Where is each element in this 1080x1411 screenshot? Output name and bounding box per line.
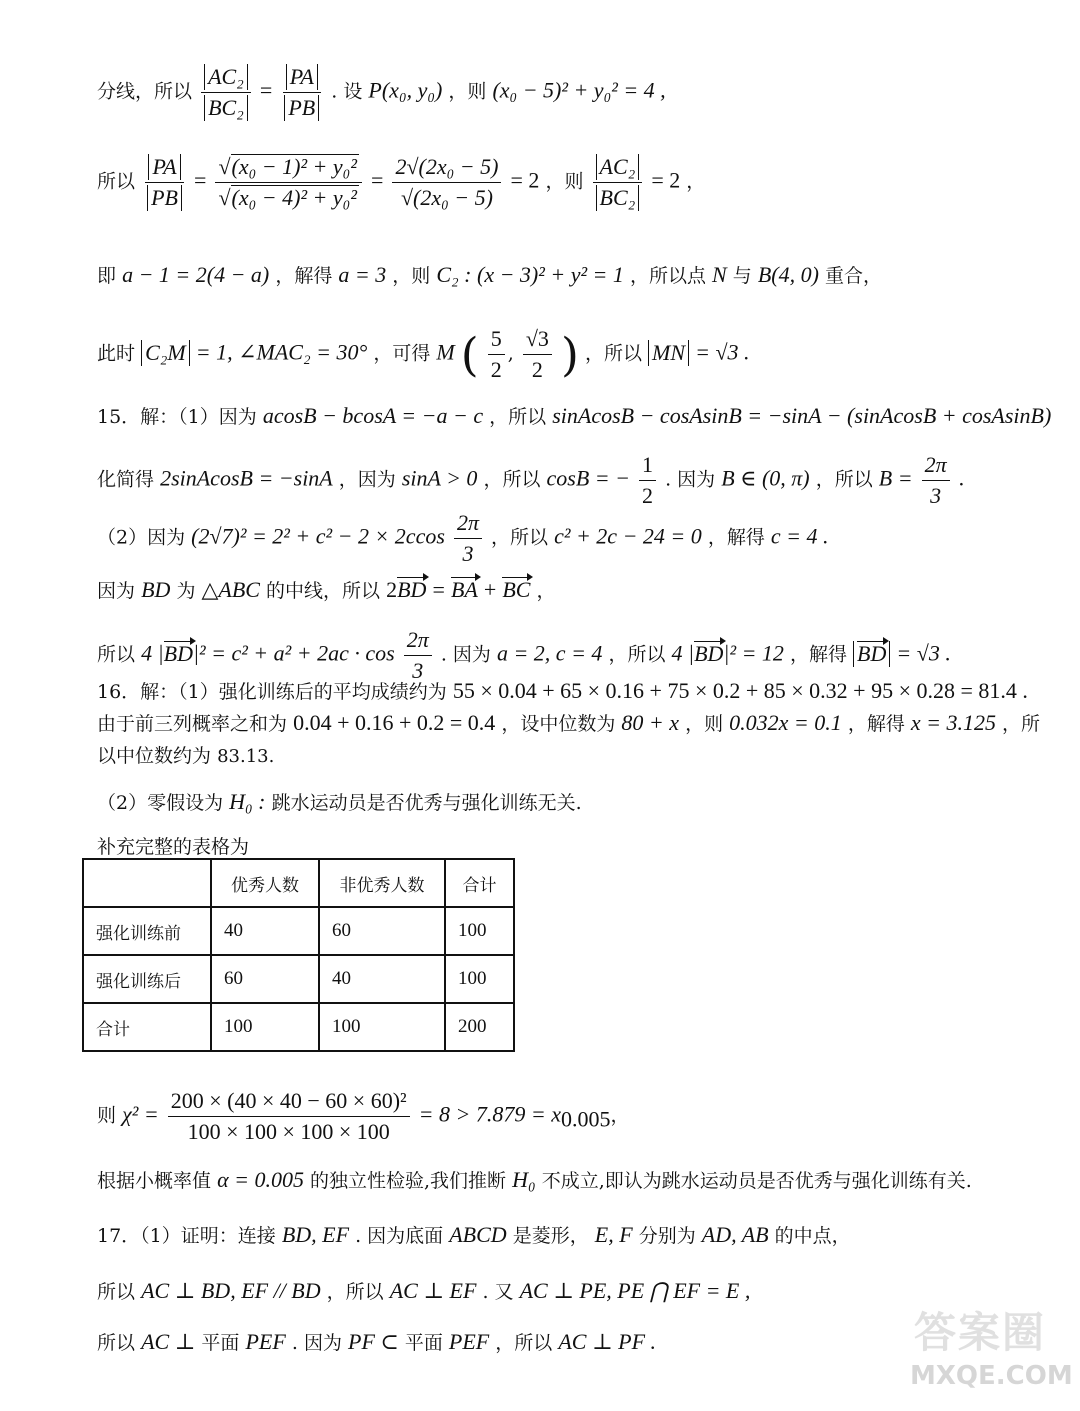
math: B ∈ (0, π) [721,465,810,491]
text: ，因为 [338,468,396,491]
math: |² = 12 [723,640,784,666]
math: 0.04 + 0.16 + 0.2 = 0.4 [293,710,496,735]
text: ， [686,170,706,193]
text: ，解得 [847,713,905,735]
math: 55 × 0.04 + 65 × 0.16 + 75 × 0.2 + 85 × 0.32 + 95 × 0.28 = 81.4 . [452,678,1028,703]
fraction-sqrt: $\frac{\text{√(x₀ − 1)² + y₀²}}{\text{√(x₀ − 4)² + y₀²}}$ [215,152,361,213]
text: 分别为 [638,1225,696,1247]
watermark [910,1307,1073,1403]
table-header-cell [83,859,211,907]
text: 以中位数约为 [97,745,212,767]
math: c² + 2c − 24 = 0 [554,523,702,549]
text: 分线，所以 [97,80,193,103]
text: 所以 [97,1332,136,1354]
table-cell: 100 [211,1003,319,1051]
text: 不成立,即认为跳水运动员是否优秀与强化训练有关. [541,1170,972,1192]
math: sinA > 0 [401,465,478,491]
vector-bd: BD [857,640,887,666]
math: cosB = − [546,465,630,491]
text: ，可得 [373,342,431,365]
math: c = 4 . [770,523,829,549]
table-row [83,1003,514,1051]
equals: = [370,167,384,193]
vector-ba: BA [450,577,478,602]
text: 平面 [201,1332,240,1354]
text: 的中点， [774,1225,851,1247]
math: 2π [404,625,432,656]
vector-bc: BC [502,577,531,602]
math: 2 [642,483,654,508]
math: 200 × (40 × 40 − 60 × 60)² [168,1086,410,1117]
math: = 1, ∠MAC₂ = 30° [195,339,368,365]
table-cell: 100 [319,1003,445,1051]
text: ，则 [392,265,431,287]
math: BD, EF [281,1222,350,1247]
fraction-pa-pb-2 [144,152,185,213]
fraction-pa-pb [281,62,322,123]
text: . 因为 [440,643,491,666]
math: a = 2, c = 4 [496,640,603,666]
watermark-logo: 答案圈 [913,1308,1046,1357]
fraction-sqrt3-2 [523,324,552,385]
text: ，所 [1002,713,1041,735]
table-header-cell: 非优秀人数 [319,859,445,907]
math: = 8 > 7.879 = x [418,1101,561,1127]
math: |² = c² + a² + 2ac · cos [192,640,395,666]
fraction-2sqrt [392,152,501,213]
math: PB [147,185,182,211]
text: ， [536,580,556,602]
line-2 [97,152,1020,213]
table-cell: 200 [445,1003,514,1051]
math: 2 [531,357,543,382]
math: 0.005 [560,1106,611,1132]
math: MN [648,340,689,366]
text: ， [610,1104,630,1127]
text: 所以 [97,643,136,666]
watermark-url: MXQE.COM [910,1361,1073,1391]
math: PB [284,95,319,121]
text: 平面 [404,1332,443,1354]
table-cell: 40 [211,907,319,955]
text: ，所以点 [629,265,706,287]
math: 2sinAcosB = −sinA [160,465,333,491]
text: 的中线，所以 [266,580,381,602]
math: C₂ : (x − 3)² + y² = 1 [436,262,624,287]
math: = 2 [510,167,540,193]
text: 根据小概率值 [97,1170,212,1192]
fraction-2pi-3 [922,450,950,511]
right-paren: ) [560,327,579,382]
math: BC₂ [204,95,248,121]
table-cell: 100 [445,955,514,1003]
fraction-5-2 [488,324,505,385]
vector-bd: BD [397,577,427,602]
math: PA [148,154,180,180]
line-15 [97,1086,1020,1147]
table-cell: 100 [445,907,514,955]
equals: = [259,77,273,103]
text: . 又 [482,1281,514,1303]
text: ，所以 [326,1281,384,1303]
math: PEF [448,1329,490,1354]
text: ，所以 [584,342,642,365]
math: (2√7)² = 2² + c² − 2 × 2ccos [191,523,445,549]
table-row [83,955,514,1003]
math: PA [286,64,318,90]
vector-bd: BD [694,640,724,666]
plus: + [483,577,497,602]
text: 即 [97,265,117,287]
text: 16．解：（1）强化训练后的平均成绩约为 [97,681,447,703]
math: 5 [488,324,505,355]
text: . 因为 [291,1332,342,1354]
table-header-cell: 合计 [445,859,514,907]
math: M [436,339,455,365]
line-7 [97,508,1020,569]
math: B(4, 0) [757,262,819,287]
text: 因为 [97,580,136,602]
text: 跳水运动员是否优秀与强化训练无关. [271,792,582,814]
math: BC₂ [596,185,640,211]
math: 3 [930,483,942,508]
text: 所以 [97,1281,136,1303]
table-header-row [83,859,514,907]
math: 83.13. [217,746,275,767]
line-19 [97,1328,1020,1357]
text: . 设 [331,80,363,103]
math: 3 [462,541,474,566]
fraction-ac2-bc2-2 [593,152,643,213]
math: (x₀ − 5)² + y₀² = 4 , [492,77,666,103]
fraction-ac2-bc2 [201,62,251,123]
math: (x₀ − 4)² + y₀² [231,185,357,210]
math: . [958,465,965,491]
math: = √3 . [695,339,750,365]
line-10 [97,677,1028,706]
line-8 [97,576,1020,605]
math: PEF [245,1329,286,1354]
line-12 [97,742,1020,771]
table-cell: 40 [319,955,445,1003]
text: . 因为底面 [355,1225,444,1247]
text: 是菱形， [512,1225,589,1247]
text: . 因为 [665,468,716,491]
text: 补充完整的表格为 [97,836,250,858]
line-6 [97,450,1020,511]
fraction-2pi-3-b [454,508,482,569]
text: ，解得 [789,643,847,666]
math: AC ⊥ BD, EF // BD [141,1278,321,1303]
text: ，解得 [707,526,765,549]
math: 0.032x = 0.1 [729,710,842,735]
math: P(x₀, y₀) [368,77,443,103]
line-5 [97,402,1052,431]
text: （2）零假设为 [97,792,224,814]
math: H₀ : [229,789,266,814]
text: ，所以 [483,468,541,491]
math: C₂M [141,340,190,366]
line-11 [97,709,1041,738]
math: 2π [454,508,482,539]
text: ，解得 [275,265,333,287]
table-cell: 60 [319,907,445,955]
math: √(2x₀ − 5) [400,185,493,210]
text: ，所以 [489,406,547,428]
fraction-chi [168,1086,410,1147]
equals: = [194,167,207,193]
line-4: 此时 C₂M = 1, ∠MAC₂ = 30° ，可得 M ( $\frac{5}{2}$ , $\frac{√3}{2}$ ) ，所以 MN = √3 . [97,324,1020,385]
math: 2√(2x₀ − 5) [392,152,501,183]
math: AC ⊥ [141,1329,196,1354]
math: N [712,262,727,287]
line-14 [97,833,1020,861]
line-16 [97,1166,1020,1195]
math: √3 [523,324,552,355]
text: 化简得 [97,468,155,491]
table-cell: 强化训练后 [83,955,211,1003]
text: ，所以 [491,526,549,549]
line-17 [97,1221,1020,1250]
text: ，所以 [815,468,873,491]
math: α = 0.005 [217,1167,304,1192]
math: = 2 [651,167,681,193]
math: H₀ [512,1167,536,1192]
math: PF ⊂ [348,1329,399,1354]
table-cell: 合计 [83,1003,211,1051]
math: BD [141,577,171,602]
text: 的独立性检验,我们推断 [310,1170,507,1192]
text: ，则 [448,80,487,103]
math: χ² = [122,1101,159,1127]
table-header-cell: 优秀人数 [211,859,319,907]
math: 2π [922,450,950,481]
math: acosB − bcosA = −a − c [262,403,484,428]
math: x = 3.125 [910,710,996,735]
text: ，所以 [495,1332,553,1354]
text: 重合， [824,265,882,287]
math: 80 + x [621,710,680,735]
math: 1 [639,450,656,481]
text: 与 [732,265,752,287]
contingency-table [82,858,515,1052]
math: sinAcosB − cosAsinB = −sinA − (sinAcosB + cosAsinB) [552,403,1052,428]
equals: = [432,577,445,602]
math: B = [878,465,913,491]
line-1 [97,62,1020,123]
math: 2 [386,577,398,602]
math: ABCD [449,1222,507,1247]
text: （2）因为 [97,526,186,549]
fraction-1-2 [639,450,656,511]
text: ，设中位数为 [501,713,616,735]
text: 则 [97,1104,117,1127]
line-18 [97,1277,1020,1306]
math: 2 [490,357,502,382]
math: AC₂ [204,64,248,90]
line-3 [97,261,1020,290]
text: ，所以 [608,643,666,666]
math: E, F [594,1222,633,1247]
math: 3 [412,658,424,683]
math: AD, AB [701,1222,769,1247]
text: 为 [176,580,196,602]
math: AC ⊥ PE, PE ⋂ EF = E , [519,1278,751,1303]
math: 100 × 100 × 100 × 100 [187,1119,390,1144]
math: AC ⊥ PF . [558,1329,657,1354]
text: ，则 [545,170,584,193]
vector-bd: BD [163,640,193,666]
table-cell: 强化训练前 [83,907,211,955]
left-paren: ( [460,327,479,382]
text: 15．解：（1）因为 [97,406,257,428]
math: 4 | [141,640,164,666]
text: 由于前三列概率之和为 [97,713,288,735]
math: AC₂ [596,154,640,180]
line-13 [97,788,1020,817]
math: △ABC [201,577,260,602]
math: = √3 . [896,640,951,666]
table-cell: 60 [211,955,319,1003]
math: (x₀ − 1)² + y₀² [231,154,357,179]
text: 17．（1）证明：连接 [97,1225,276,1247]
math: AC ⊥ EF [389,1278,477,1303]
math: a = 3 [338,262,387,287]
text: 此时 [97,342,136,365]
table-row [83,907,514,955]
math: 4 | [671,640,695,666]
text: ，则 [685,713,724,735]
text: 所以 [97,170,136,193]
math: a − 1 = 2(4 − a) [122,262,270,287]
